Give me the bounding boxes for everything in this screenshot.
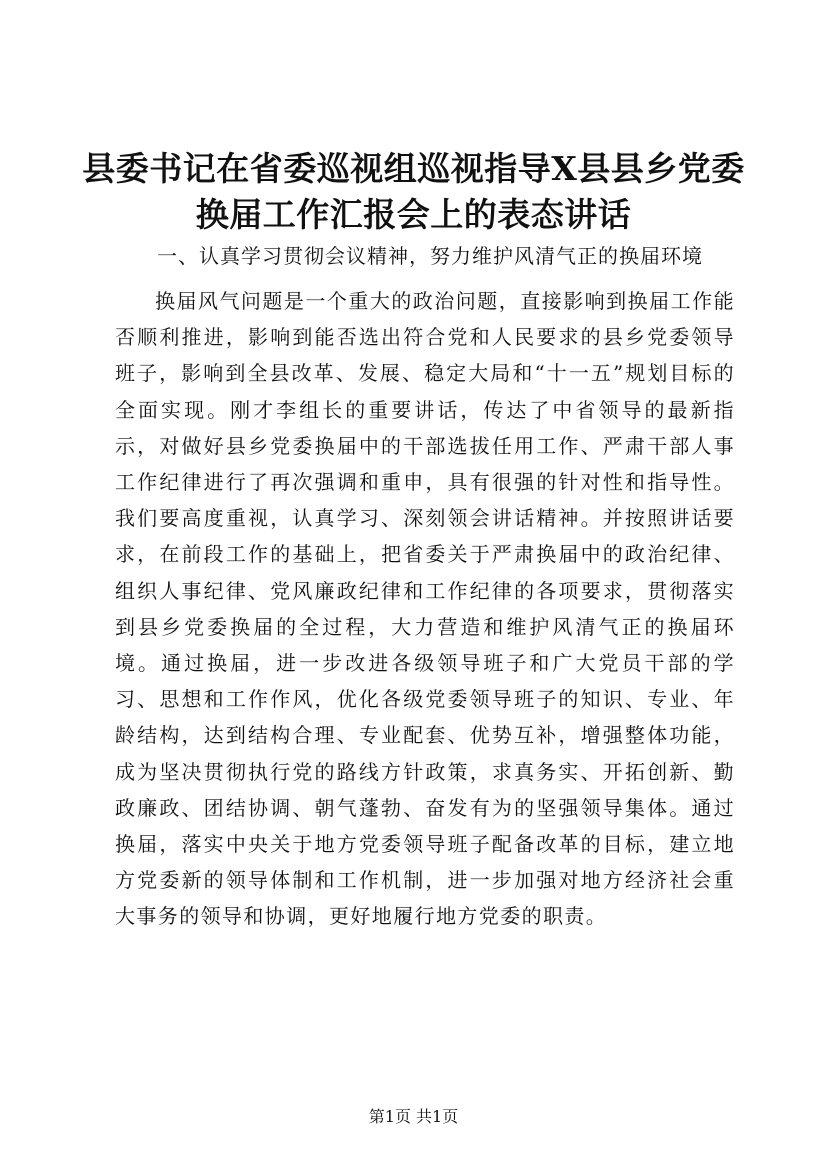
- section-heading: 一、认真学习贯彻会议精神，努力维护风清气正的换届环境: [157, 244, 703, 268]
- title-line-1: 县委书记在省委巡视组巡视指导X县县乡党委: [82, 149, 745, 188]
- page-footer: 第1页 共1页: [368, 1107, 459, 1126]
- document-title: [40, 146, 787, 238]
- body-paragraph: 换届风气问题是一个重大的政治问题，直接影响到换届工作能否顺利推进，影响到能否选出符合党和人民要求的县乡党委领导班子，影响到全县改革、发展、稳定大局和“十一五”规划目标的全面实现。刚才李组长的重要讲话，传达了中省领导的最新指示，对做好县乡党委换届中的干部选拔任用工作、严肃干部人事工作纪律进行了再次强调和重申，具有很强的针对性和指导性。我们要高度重视，认真学习、深刻领会讲话精神。并按照讲话要求，在前段工作的基础上，把省委关于严肃换届中的政治纪律、组织人事纪律、党风廉政纪律和工作纪律的各项要求，贯彻落实到县乡党委换届的全过程，大力营造和维护风清气正的换届环境。通过换届，进一步改进各级领导班子和广大党员干部的学习、思想和工作作风，优化各级党委领导班子的知识、专业、年龄结构，达到结构合理、专业配套、优势互补，增强整体功能，成为坚决贯彻执行党的路线方针政策，求真务实、开拓创新、勤政廉政、团结协调、朝气蓬勃、奋发有为的坚强领导集体。通过换届，落实中央关于地方党委领导班子配备改革的目标，建立地方党委新的领导体制和工作机制，进一步加强对地方经济社会重大事务的领导和协调，更好地履行地方党委的职责。: [115, 289, 735, 929]
- title-line-2: 换届工作汇报会上的表态讲话: [195, 195, 632, 234]
